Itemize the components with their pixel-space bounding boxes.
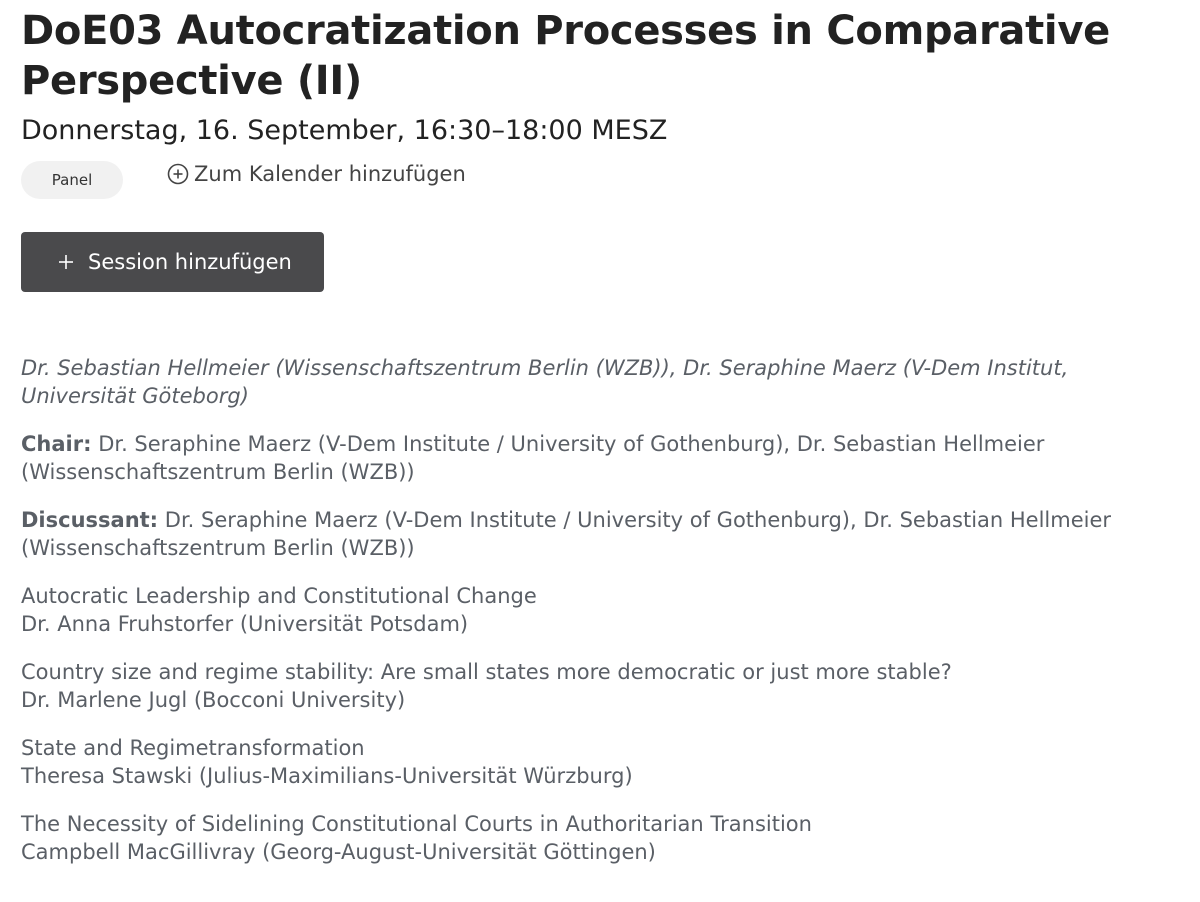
session-meta-row (21, 160, 1179, 200)
paper-author: Campbell MacGillivray (Georg-August-Universität Göttingen) (21, 840, 656, 864)
paper-item (21, 810, 1171, 866)
discussant-value: Dr. Seraphine Maerz (V-Dem Institute / University of Gothenburg), Dr. Sebastian Hellmeier (Wissenschaftszentrum Berlin (WZB)) (21, 508, 1112, 560)
paper-item (21, 658, 1171, 714)
paper-title: Country size and regime stability: Are small states more democratic or just more stable? (21, 660, 952, 684)
plus-icon (57, 253, 75, 271)
circle-plus-icon (167, 163, 189, 185)
paper-author: Theresa Stawski (Julius-Maximilians-Universität Würzburg) (21, 764, 633, 788)
paper-title: State and Regimetransformation (21, 736, 365, 760)
add-to-calendar-link[interactable] (167, 162, 466, 186)
paper-author: Dr. Marlene Jugl (Bocconi University) (21, 688, 406, 712)
paper-author: Dr. Anna Fruhstorfer (Universität Potsdam) (21, 612, 469, 636)
paper-title: Autocratic Leadership and Constitutional Change (21, 584, 537, 608)
add-to-calendar-label: Zum Kalender hinzufügen (194, 162, 466, 186)
add-session-button[interactable] (21, 232, 324, 292)
paper-item (21, 582, 1171, 638)
session-type-badge: Panel (21, 161, 123, 199)
paper-item (21, 734, 1171, 790)
session-datetime: Donnerstag, 16. September, 16:30–18:00 MESZ (21, 115, 668, 146)
chair-label: Chair: (21, 432, 92, 456)
session-chair (21, 430, 1171, 486)
session-content (21, 354, 1171, 866)
session-organizers: Dr. Sebastian Hellmeier (Wissenschaftszentrum Berlin (WZB)), Dr. Seraphine Maerz (V-Dem Institut, Universität Göteborg) (21, 356, 1069, 408)
session-discussant (21, 506, 1171, 562)
paper-title: The Necessity of Sidelining Constitutional Courts in Authoritarian Transition (21, 812, 812, 836)
discussant-label: Discussant: (21, 508, 159, 532)
session-title: DoE03 Autocratization Processes in Comparative Perspective (II) (21, 8, 1110, 104)
add-session-label: Session hinzufügen (88, 250, 292, 274)
chair-value: Dr. Seraphine Maerz (V-Dem Institute / University of Gothenburg), Dr. Sebastian Hellmeier (Wissenschaftszentrum Berlin (WZB)) (21, 432, 1045, 484)
